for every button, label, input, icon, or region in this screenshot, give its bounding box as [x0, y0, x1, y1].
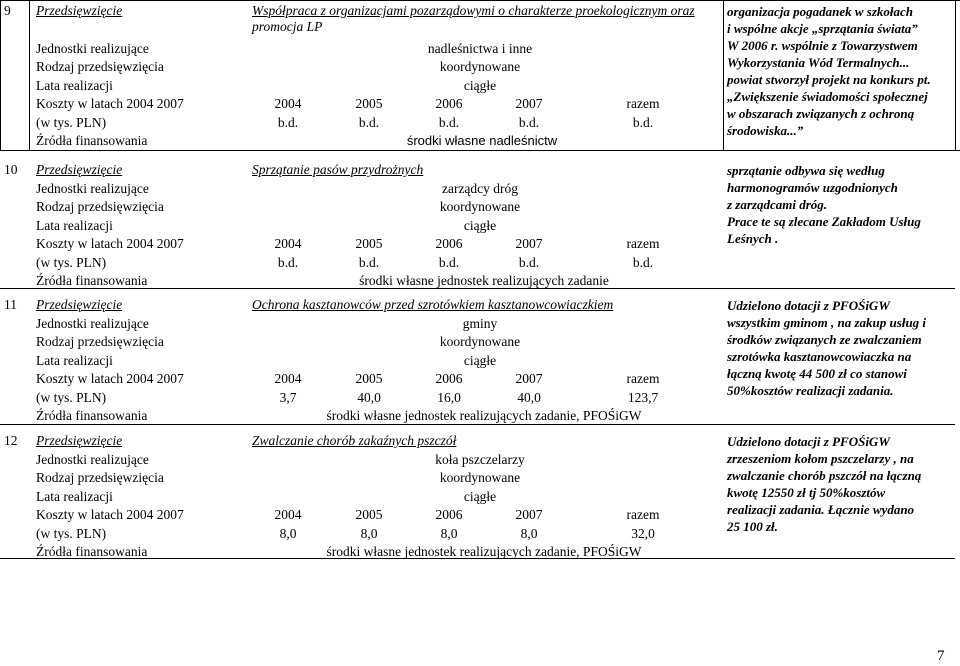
row-number: 11 [4, 297, 17, 312]
remarks-line: 25 100 zł. [727, 519, 778, 534]
jednostki-label: Jednostki realizujące [36, 180, 149, 196]
zrodla-label: Źródła finansowania [36, 544, 148, 559]
remarks-line: Prace te są zlecane Zakładom Usług [727, 214, 921, 229]
jednostki-label: Jednostki realizujące [36, 315, 149, 331]
zrodla-value: środki własne jednostek realizujących zadanie, PFOŚiGW [326, 544, 642, 559]
remarks-line: realizacji zadania. Łącznie wydano [727, 502, 915, 517]
cost-value: b.d. [277, 254, 299, 270]
remarks-note [727, 297, 955, 399]
przedsiewziecie-label: Przedsięwzięcie [36, 433, 123, 448]
row-separator-1 [0, 150, 960, 151]
remarks-line: łączną kwotę 44 500 zł co stanowi [727, 366, 907, 381]
lata-label: Lata realizacji [36, 77, 113, 93]
row-separator-3 [0, 424, 955, 425]
koszty-label: Koszty w latach 2004 2007 [36, 507, 184, 522]
cost-value: 8,0 [520, 525, 538, 541]
cost-value: 123,7 [627, 389, 659, 405]
year-header: 2007 [515, 371, 543, 386]
remarks-line: Leśnych . [727, 231, 779, 246]
remarks-line: i wspólne akcje „sprzątania świata” [727, 21, 918, 36]
row-number: 10 [4, 162, 18, 177]
cost-value: 8,0 [440, 525, 458, 541]
rodzaj-value: koordynowane [439, 334, 521, 349]
zrodla-label: Źródła finansowania [36, 133, 148, 148]
year-header: 2007 [515, 96, 543, 111]
rodzaj-value: koordynowane [439, 199, 521, 214]
zrodla-label: Źródła finansowania [36, 273, 148, 288]
remarks-line: W 2006 r. wspólnie z Towarzystwem [727, 38, 918, 53]
row-number: 9 [4, 3, 11, 18]
year-header: 2004 [274, 236, 302, 251]
remarks-line: wszystkim gminom , na zakup usług i [727, 315, 927, 330]
task-title: promocja LP [252, 19, 323, 34]
cost-value: b.d. [518, 254, 540, 270]
cost-value: 40,0 [517, 389, 541, 405]
rodzaj-label: Rodzaj przedsięwzięcia [36, 334, 164, 349]
remarks-line: harmonogramów uzgodnionych [727, 180, 898, 195]
cost-value: 8,0 [360, 525, 378, 541]
row-number: 12 [4, 433, 18, 448]
remarks-line: powiat stworzył projekt na konkurs pt. [727, 72, 931, 87]
left-border-top [0, 0, 1, 150]
year-header: razem [626, 371, 660, 386]
mid-divider-top [723, 0, 724, 150]
lata-value: ciągłe [463, 352, 497, 368]
cost-value: b.d. [632, 254, 654, 270]
jednostki-value: zarządcy dróg [441, 180, 519, 196]
year-header: razem [626, 96, 660, 111]
remarks-line: szrotówka kasztanowcowiaczka na [727, 349, 912, 364]
year-header: razem [626, 236, 660, 251]
remarks-line: z zarządcami dróg. [727, 197, 828, 212]
rodzaj-value: koordynowane [439, 59, 521, 74]
cost-value: 16,0 [437, 389, 461, 405]
year-header: 2007 [515, 507, 543, 522]
remarks-line: Udzielono dotacji z PFOŚiGW [727, 298, 890, 313]
year-header: 2006 [435, 236, 463, 251]
task-title: Ochrona kasztanowców przed szrotówkiem kasztanowcowiaczkiem [252, 297, 614, 312]
task-title: Współpraca z organizacjami pozarządowymi o charakterze proekologicznym oraz [252, 3, 695, 18]
remarks-line: zrzeszeniom kołom pszczelarzy , na [727, 451, 914, 466]
zrodla-value: środki własne nadleśnictw [406, 133, 558, 148]
rodzaj-label: Rodzaj przedsięwzięcia [36, 59, 164, 74]
jednostki-value: gminy [462, 315, 498, 331]
cost-value: 32,0 [631, 525, 655, 541]
przedsiewziecie-label: Przedsięwzięcie [36, 3, 123, 18]
koszty-label: Koszty w latach 2004 2007 [36, 236, 184, 251]
year-header: razem [626, 507, 660, 522]
year-header: 2005 [355, 507, 383, 522]
remarks-line: środowiska...” [727, 123, 804, 138]
lata-value: ciągłe [463, 77, 497, 93]
lata-value: ciągłe [463, 488, 497, 504]
cost-value: b.d. [438, 114, 460, 130]
koszty-label: Koszty w latach 2004 2007 [36, 96, 184, 111]
remarks-line: Udzielono dotacji z PFOŚiGW [727, 434, 890, 449]
cost-value: b.d. [358, 254, 380, 270]
cost-value: 3,7 [279, 389, 297, 405]
lata-label: Lata realizacji [36, 488, 113, 504]
jednostki-label: Jednostki realizujące [36, 40, 149, 56]
lata-value: ciągłe [463, 217, 497, 233]
koszty-label: Koszty w latach 2004 2007 [36, 371, 184, 386]
lata-label: Lata realizacji [36, 352, 113, 368]
year-header: 2006 [435, 507, 463, 522]
year-header: 2005 [355, 96, 383, 111]
zrodla-value: środki własne jednostek realizujących zadanie [359, 273, 609, 288]
remarks-line: środków związanych ze zwalczaniem [727, 332, 922, 347]
jednostki-value: koła pszczelarzy [435, 451, 525, 467]
remarks-note [727, 162, 955, 247]
top-border [0, 0, 960, 1]
remarks-line: zwalczanie chorób pszczół na łączną [727, 468, 922, 483]
wtys-label: (w tys. PLN) [36, 114, 107, 130]
year-header: 2006 [435, 371, 463, 386]
zrodla-label: Źródła finansowania [36, 408, 148, 423]
year-header: 2004 [274, 96, 302, 111]
rodzaj-label: Rodzaj przedsięwzięcia [36, 199, 164, 214]
rodzaj-value: koordynowane [439, 470, 521, 485]
cost-value: b.d. [518, 114, 540, 130]
cost-value: b.d. [632, 114, 654, 130]
rodzaj-label: Rodzaj przedsięwzięcia [36, 470, 164, 485]
zrodla-value: środki własne jednostek realizujących zadanie, PFOŚiGW [326, 408, 642, 423]
jednostki-value: nadleśnictwa i inne [427, 40, 533, 56]
cost-value: 8,0 [279, 525, 297, 541]
remarks-line: kwotę 12550 zł tj 50%kosztów [727, 485, 886, 500]
remarks-line: organizacja pogadanek w szkołach [727, 4, 913, 19]
year-header: 2004 [274, 371, 302, 386]
page-number: 7 [937, 648, 945, 664]
remarks-line: 50%kosztów realizacji zadania. [727, 383, 894, 398]
right-border-top [955, 0, 956, 150]
remarks-line: Wykorzystania Wód Termalnych... [727, 55, 910, 70]
remarks-note [727, 433, 955, 535]
remarks-line: „Zwiększenie świadomości społecznej [727, 89, 928, 104]
year-header: 2004 [274, 507, 302, 522]
task-title: Zwalczanie chorób zakaźnych pszczół [252, 433, 457, 448]
wtys-label: (w tys. PLN) [36, 389, 107, 405]
year-header: 2007 [515, 236, 543, 251]
col-divider-top [29, 0, 30, 150]
remarks-note [727, 3, 955, 139]
lata-label: Lata realizacji [36, 217, 113, 233]
remarks-line: sprzątanie odbywa się według [727, 163, 885, 178]
wtys-label: (w tys. PLN) [36, 254, 107, 270]
cost-value: b.d. [438, 254, 460, 270]
cost-value: 40,0 [357, 389, 381, 405]
przedsiewziecie-label: Przedsięwzięcie [36, 162, 123, 177]
jednostki-label: Jednostki realizujące [36, 451, 149, 467]
przedsiewziecie-label: Przedsięwzięcie [36, 297, 123, 312]
remarks-line: w obszarach związanych z ochroną [727, 106, 915, 121]
year-header: 2005 [355, 236, 383, 251]
task-title: Sprzątanie pasów przydrożnych [252, 162, 424, 177]
cost-value: b.d. [277, 114, 299, 130]
wtys-label: (w tys. PLN) [36, 525, 107, 541]
year-header: 2005 [355, 371, 383, 386]
cost-value: b.d. [358, 114, 380, 130]
year-header: 2006 [435, 96, 463, 111]
